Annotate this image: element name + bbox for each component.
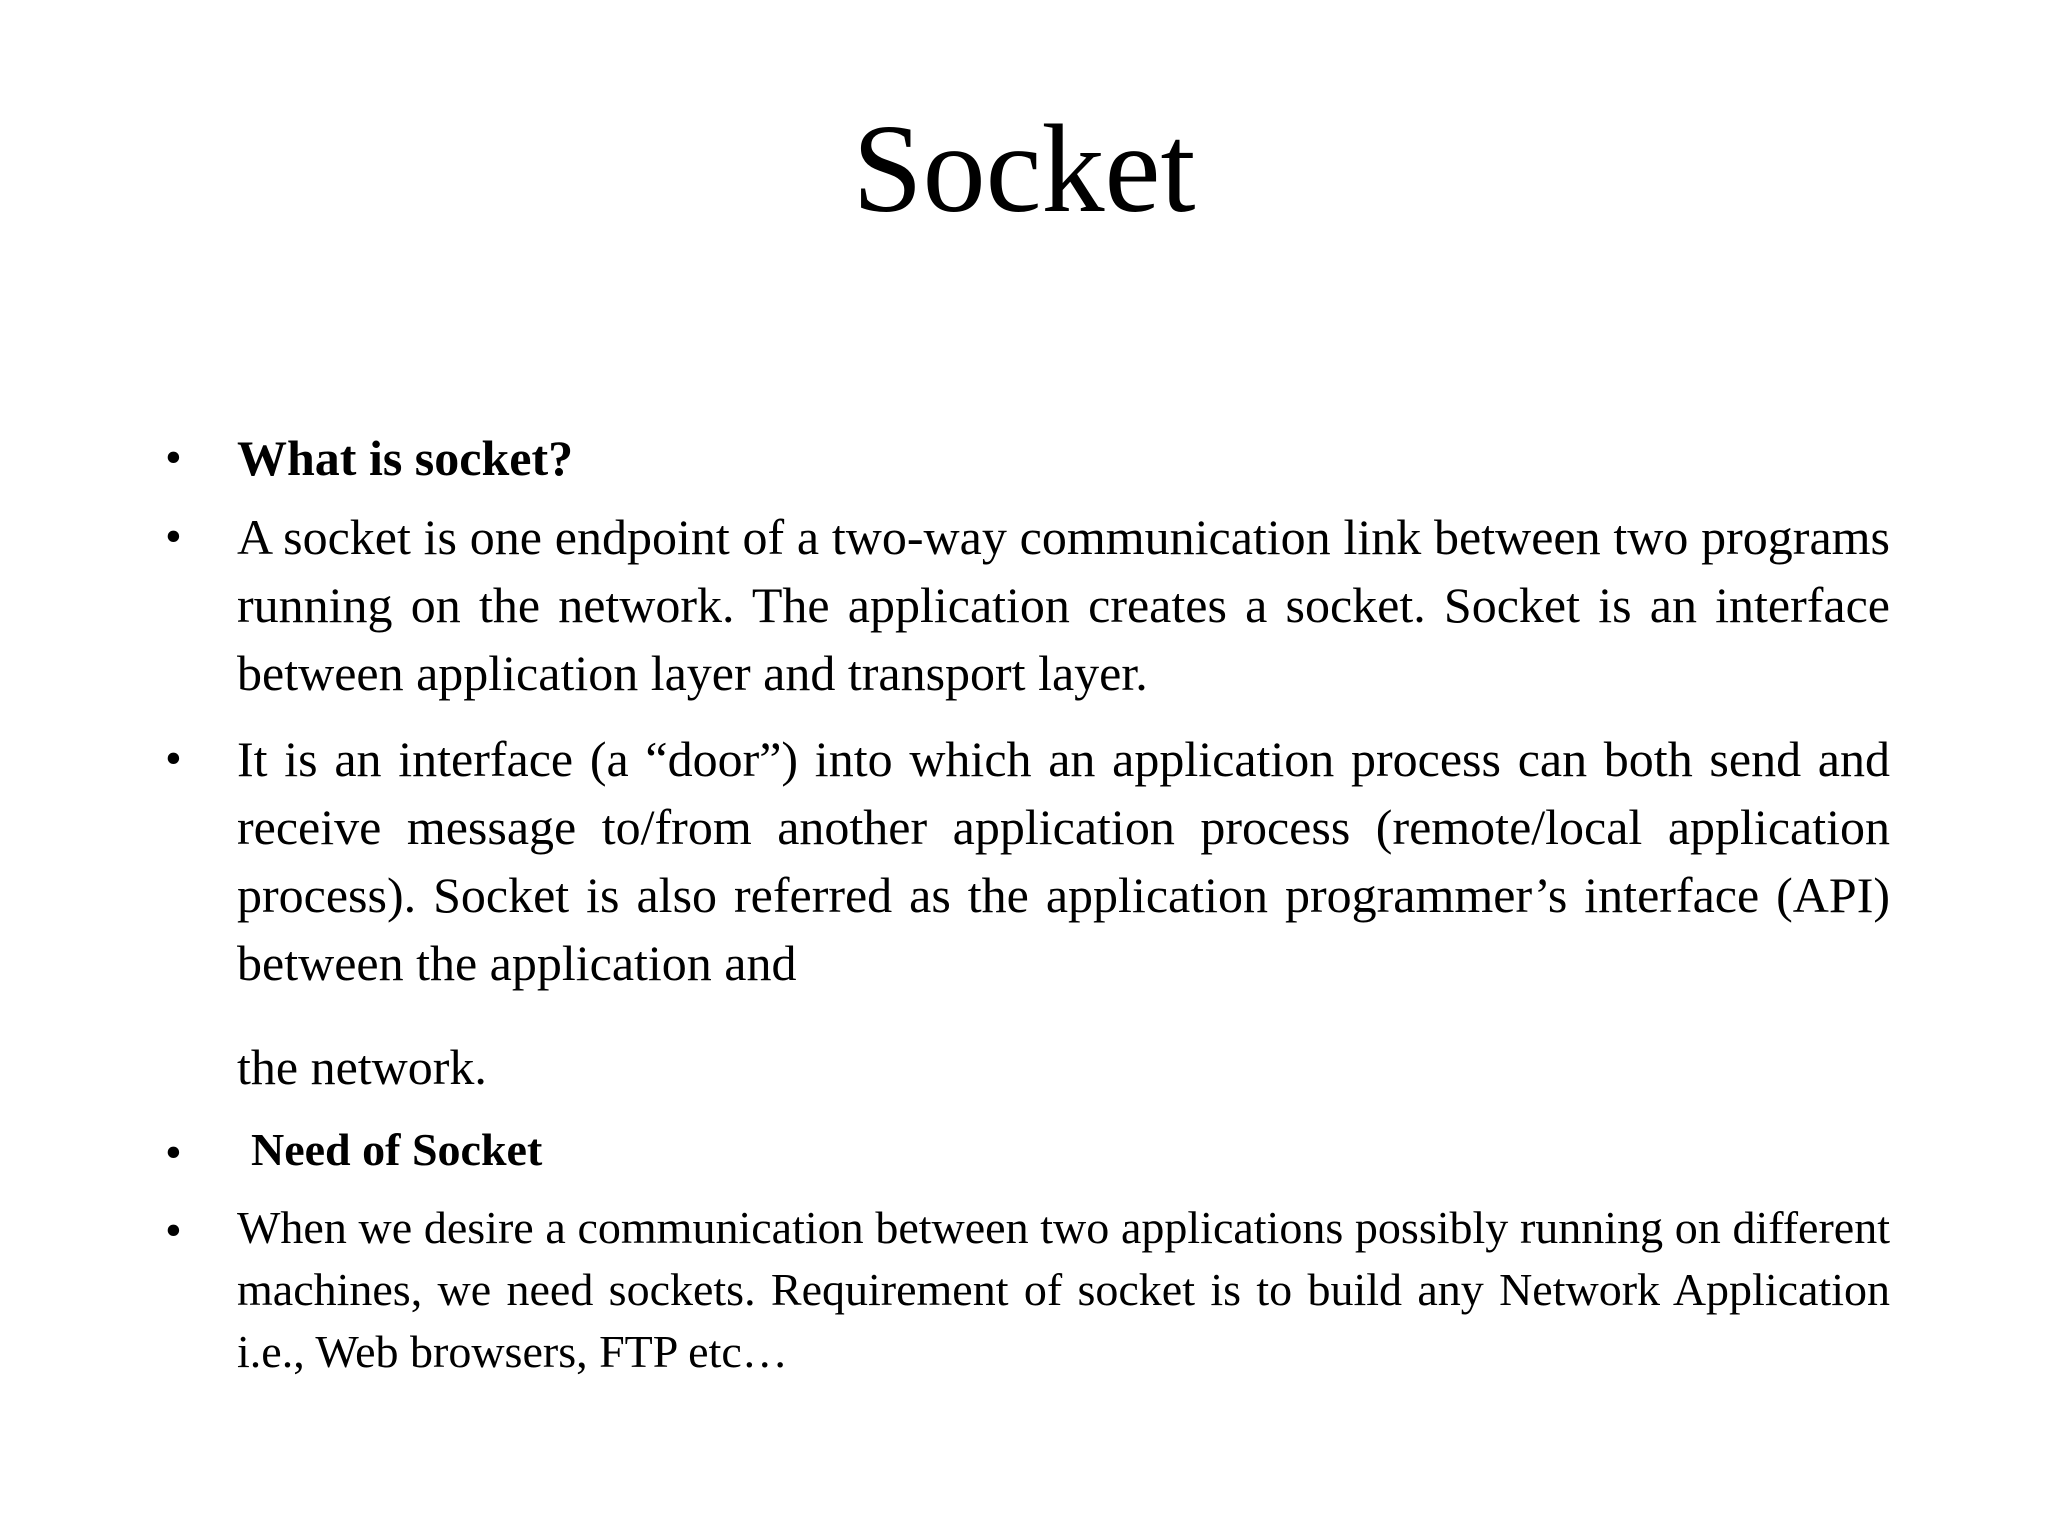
bullet-marker: •: [165, 1126, 182, 1179]
bullet-marker: •: [165, 510, 182, 563]
bullet-need-explanation: When we desire a communication between two applications possibly running on different machines, we need sockets. Requirement of socket is to build any Network Application i.e., Web browsers, FTP etc…: [237, 1202, 1890, 1377]
bullet-need-of-socket: Need of Socket: [251, 1124, 543, 1175]
bullet-marker: •: [165, 431, 182, 484]
bullet-marker: •: [165, 732, 182, 785]
bullet-marker: •: [165, 1204, 182, 1257]
slide-title: Socket: [852, 100, 1196, 239]
bullet-socket-definition: A socket is one endpoint of a two-way communication link between two programs running on the network. The application creates a socket. Socket is an interface between application layer and transport layer.: [237, 509, 1890, 701]
bullet-what-is-socket: What is socket?: [237, 430, 574, 486]
bullet-socket-interface-tail: the network.: [237, 1039, 487, 1095]
bullet-socket-interface: It is an interface (a “door”) into which an application process can both send and receive message to/from another application process (remote/local application process). Socket is also referred as the application programmer’s interface (API) between the application and: [237, 731, 1890, 991]
